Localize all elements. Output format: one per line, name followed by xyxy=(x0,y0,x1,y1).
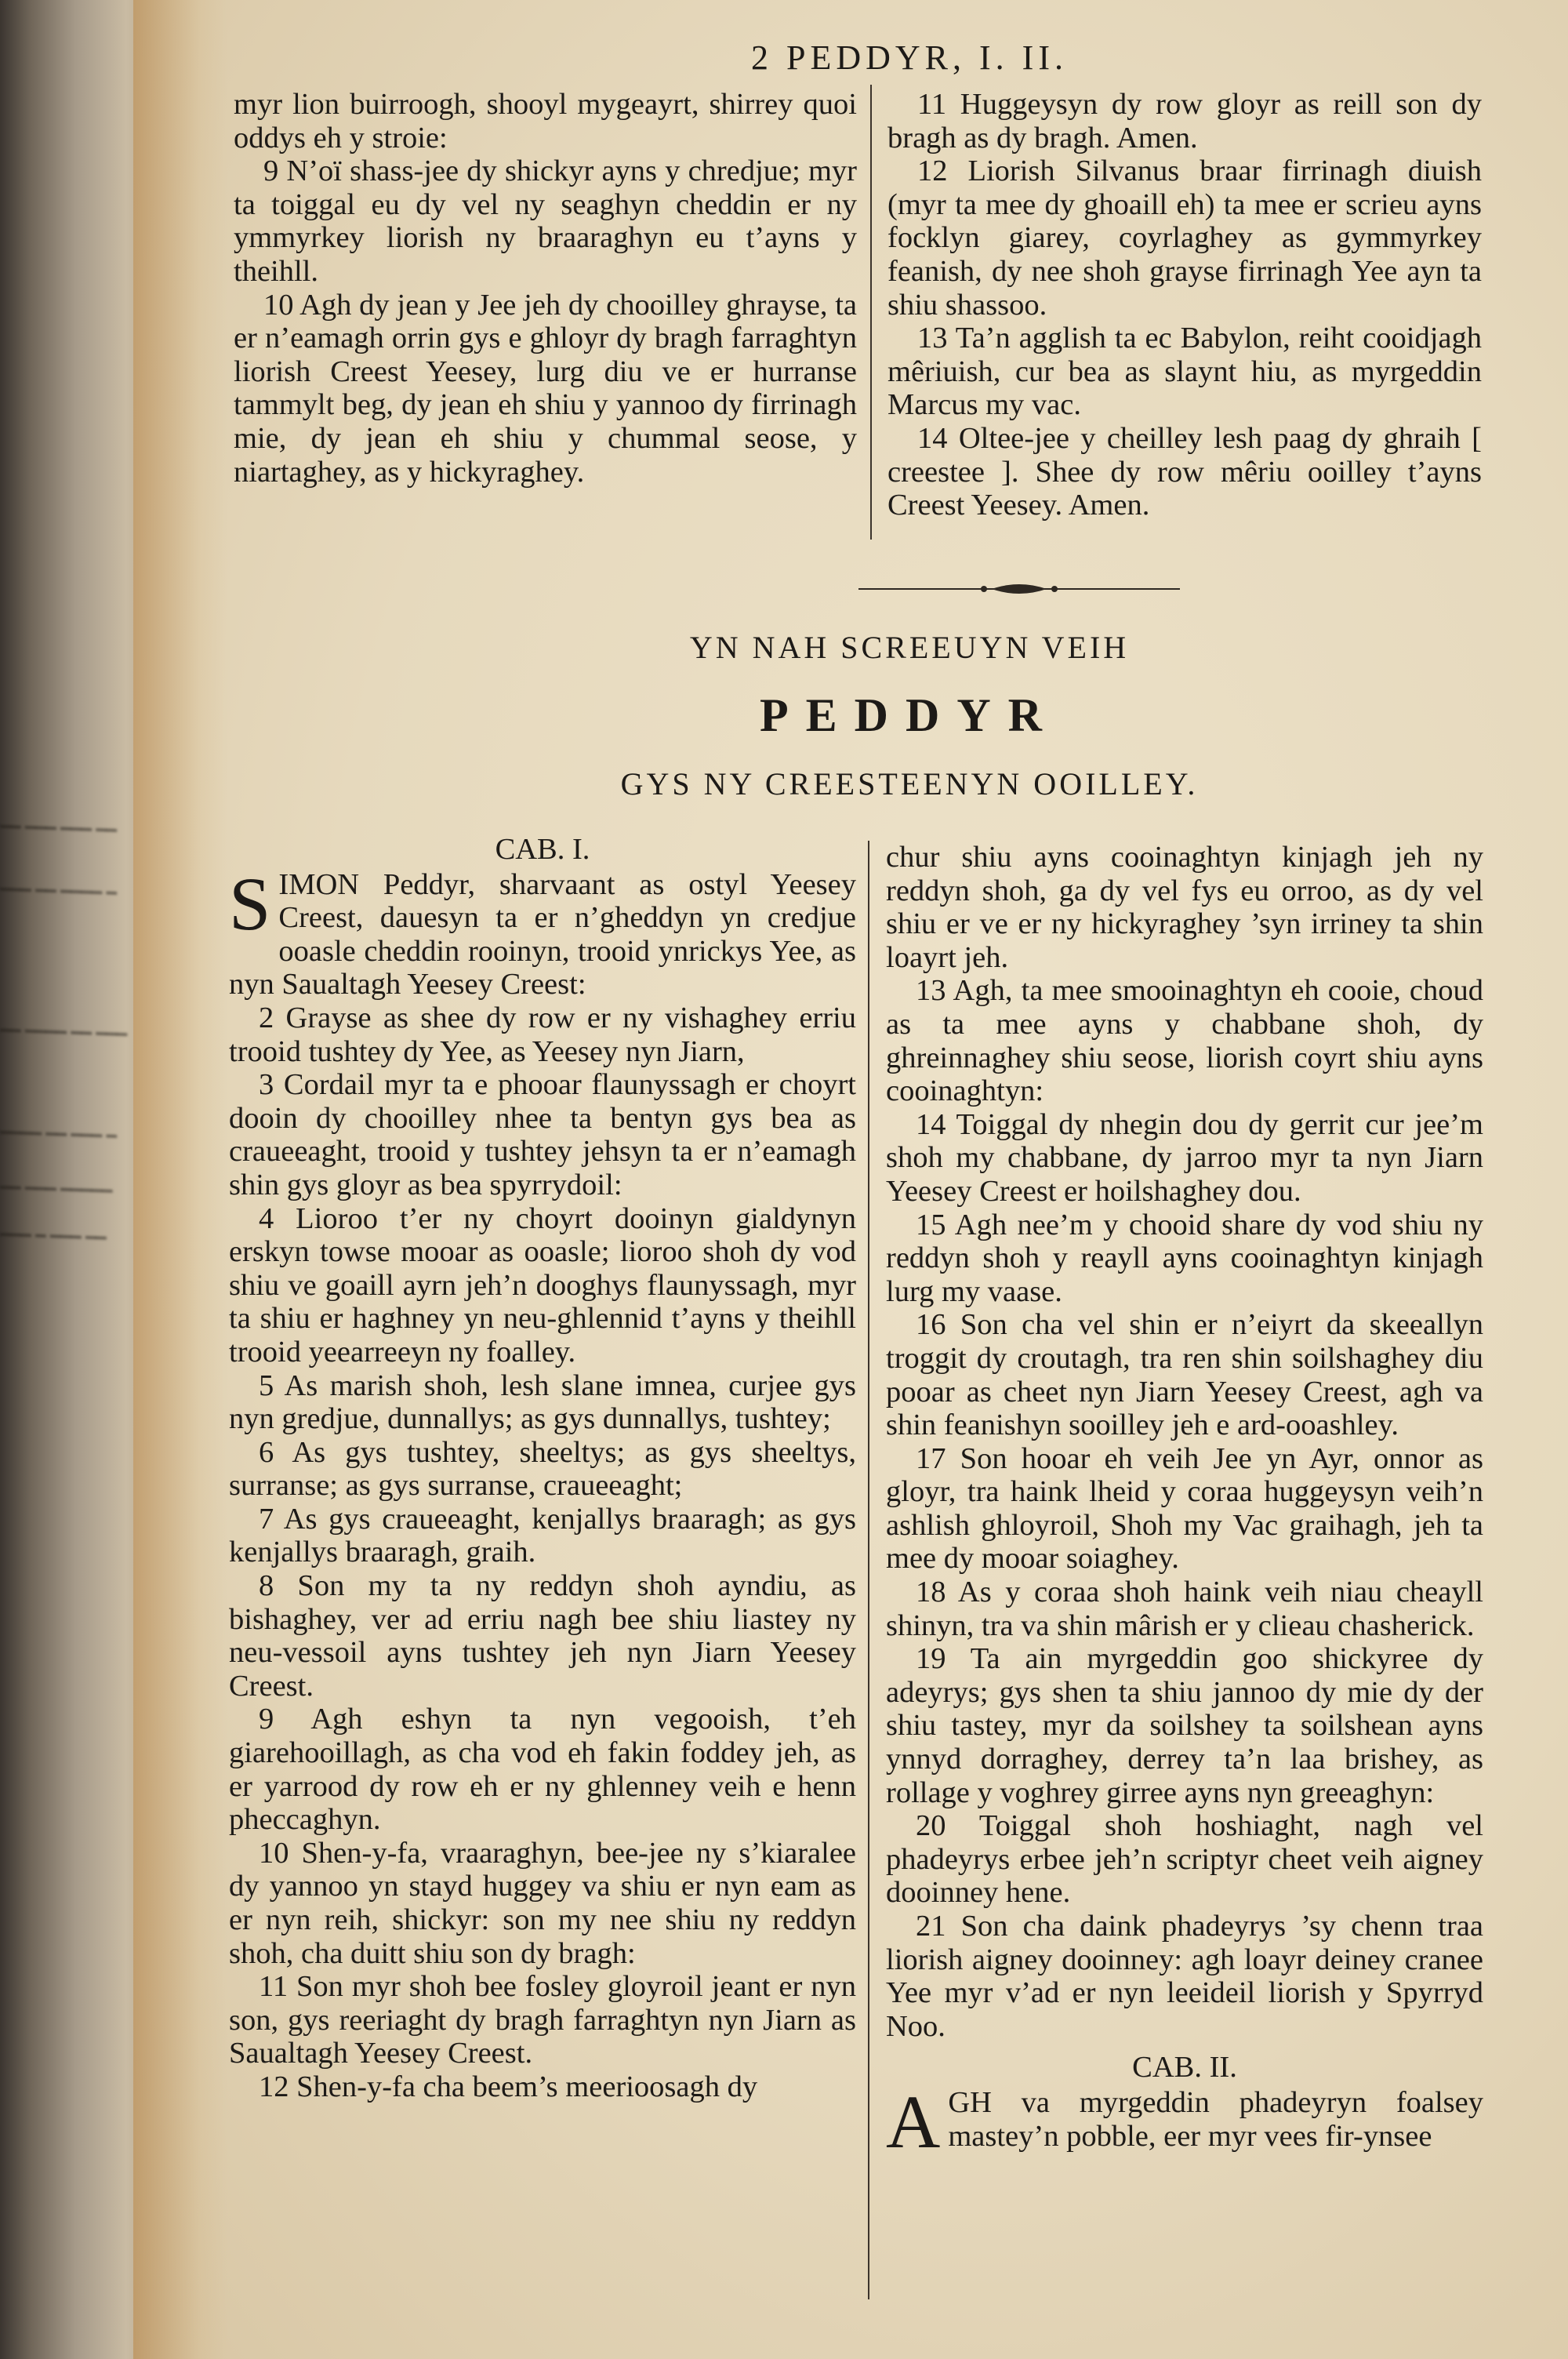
column-top-right xyxy=(887,88,1482,522)
verse-paragraph: 10 Agh dy jean y Jee jeh dy chooilley ghrayse, ta er n’eamagh orrin gys e ghloyr dy bragh farraghtyn liorish Creest Yeesey, lurg diu ve er hurranse tammylt beg, dy jean eh shiu y yannoo dy firrinagh mie, dy jean eh shiu y chummal seose, y niartaghey, as y hickyraghey. xyxy=(234,288,857,489)
verse-paragraph: 12 Shen-y-fa cha beem’s meerioosagh dy xyxy=(259,2070,758,2103)
chapter-2-verse-1 xyxy=(886,2079,1483,2164)
verse-paragraph: 12 Liorish Silvanus braar firrinagh diuish (myr ta mee dy ghoaill eh) ta mee er scrieu ayns focklyn giarey, coyrlaghey as gymmyrkey feanish, dy nee shoh grayse firrinagh Yee ayn ta shiu shassoo. xyxy=(887,154,1482,322)
column-divider-top xyxy=(870,85,872,540)
verse-continuation: chur shiu ayns cooinaghtyn kinjagh jeh ny reddyn shoh, ga dy vel fys eu orroo, as dy vel shiu er ve er ny hickyraghey ’syn irriney ta shin loayrt jeh. xyxy=(886,841,1483,974)
bottom-right-verses xyxy=(886,974,1483,2043)
verse-paragraph: 19 Ta ain myrgeddin goo shickyree dy adeyrys; gys shen ta shiu jannoo dy mie dy der shiu tastey, myr da soilshey ta soilshean ayns ynnyd dorraghey, derrey ta’n laa brishey, as rollage y voghrey girree ayns nyn greeaghyn: xyxy=(886,1642,1483,1809)
book-title-line1: YN NAH SCREEUYN VEIH xyxy=(689,630,1130,665)
facing-page-text-ghost: ━━━━ ━━ ━━━ ━ xyxy=(0,1122,117,1147)
column-top-left xyxy=(234,88,857,489)
drop-cap-s: S xyxy=(229,861,271,946)
verse-paragraph: 21 Son cha daink phadeyrys ’sy chenn traa liorish aigney dooinney: agh loayr deiney cranee Yee myr v’ad er nyn leeideil liorish y Spyrryd Noo. xyxy=(886,1910,1483,2043)
verse-paragraph: 11 Huggeysyn dy row gloyr as reill son dy bragh as dy bragh. Amen. xyxy=(887,88,1482,154)
verse-paragraph: 11 Son myr shoh bee fosley gloyroil jeant er nyn son, gys reeriaght dy bragh farraghtyn nyn Jiarn as Saualtagh Yeesey Creest. xyxy=(229,1970,856,2070)
verse-paragraph: 9 N’oï shass-jee dy shickyr ayns y chredjue; myr ta toiggal eu dy vel ny seaghyn cheddin er ny ymmyrkey liorish ny braaraghyn eu t’ayns y theihll. xyxy=(234,154,857,288)
book-title-peddyr: PEDDYR xyxy=(760,689,1059,741)
facing-page-text-ghost: ━━ ━━━━ ━━ ━━━ xyxy=(0,1020,128,1045)
chapter-heading-2: CAB. II. xyxy=(1132,2051,1237,2085)
ornamental-rule xyxy=(858,581,1180,597)
facing-page-text-ghost: ━━━ ━━ ━━━━ ━ xyxy=(0,879,117,903)
verse-paragraph: 17 Son hooar eh veih Jee yn Ayr, onnor as gloyr, tra haink lheid y coraa huggeysyn veih’n ashlish ghloyroil, Shoh my Vac graihagh, jeh ta mee dy mooar soiaghey. xyxy=(886,1441,1483,1576)
verse-paragraph: 16 Son cha vel shin er n’eiyrt da skeeallyn troggit dy croutagh, tra ren shin soilshaghey diu pooar as cheet nyn Jiarn Yeesey Creest, agh va shin feanishyn sooilley jeh e ard-ooashley. xyxy=(886,1308,1483,1442)
verse-paragraph: myr lion buirroogh, shooyl mygeayrt, shirrey quoi oddys eh y stroie: xyxy=(234,88,857,154)
verse-paragraph: 14 Toiggal dy nhegin dou dy gerrit cur jee’m shoh my chabbane, dy jarroo myr ta nyn Jiarn Yeesey Creest er hoilshaghey dou. xyxy=(886,1107,1483,1208)
running-head: 2 PEDDYR, I. II. xyxy=(751,38,1068,77)
drop-cap-a: A xyxy=(886,2079,941,2164)
book-page xyxy=(133,0,1568,2359)
verse-paragraph: 20 Toiggal shoh hoshiaght, nagh vel phadeyrys erbee jeh’n scriptyr cheet veih aigney dooinney hene. xyxy=(886,1809,1483,1910)
verse-paragraph: 10 Shen-y-fa, vraaraghyn, bee-jee ny s’kiaralee dy yannoo yn stayd huggey va shiu er nyn eam as er nyn reih, shickyr: son my nee shiu ny reddyn shoh, cha duitt shiu son dy bragh: xyxy=(229,1836,856,1970)
verse-paragraph: 8 Son my ta ny reddyn shoh ayndiu, as bishaghey, ver ad erriu nagh bee shiu liastey ny neu-vessoil ayns tushtey jeh nyn Jiarn Yeesey Creest. xyxy=(229,1569,856,1703)
verse-paragraph: 7 As gys craueeaght, kenjallys braaragh; as gys kenjallys braaragh, graih. xyxy=(229,1502,856,1569)
verse-paragraph: 13 Ta’n agglish ta ec Babylon, reiht cooidjagh mêriuish, cur bea as slaynt hiu, as myrgeddin Marcus my vac. xyxy=(887,322,1482,422)
verse-paragraph: 14 Oltee-jee y cheilley lesh paag dy ghraih [ creestee ]. Shee dy row mêriu ooilley t’ayns Creest Yeesey. Amen. xyxy=(887,421,1482,522)
facing-page-text-ghost: ━━ ━━━ ━━━━━ xyxy=(0,1177,113,1201)
verse-paragraph: 5 As marish shoh, lesh slane imnea, curjee gys nyn gredjue, dunnallys; as gys dunnallys, tushtey; xyxy=(229,1369,856,1436)
column-divider-bottom xyxy=(868,841,869,2299)
verse-1-text: IMON Peddyr, sharvaant as ostyl Yeesey Creest, dauesyn ta er n’gheddyn yn credjue ooasle cheddin rooinyn, trooid ynrickys Yee, as nyn Saualtagh Yeesey Creest: xyxy=(229,867,856,1001)
verse-paragraph: 13 Agh, ta mee smooinaghtyn eh cooie, choud as ta mee ayns y chabbane shoh, dy ghreinnaghey shiu seose, liorish coyrt shiu ayns cooinaghtyn: xyxy=(886,974,1483,1108)
verse-paragraph: 18 As y coraa shoh haink veih niau cheayll shinyn, tra va shin mârish er y clieau chasherick. xyxy=(886,1576,1483,1642)
column-bottom-left xyxy=(229,830,856,2104)
verse-paragraph: 9 Agh eshyn ta nyn vegooish, t’eh giarehooillagh, as cha vod eh fakin foddey jeh, as er yarrood dy row eh er ny ghlenney veih e henn pheccaghyn. xyxy=(229,1703,856,1837)
facing-page-text-ghost: ━━━ ━ ━━━ ━━ xyxy=(0,1224,107,1249)
chapter-2-verse-1-text: GH va myrgeddin phadeyryn foalsey mastey’n pobble, eer myr vees fir-ynsee xyxy=(948,2085,1483,2153)
book-title-line3: GYS NY CREESTEENYN OOILLEY. xyxy=(620,766,1199,801)
facing-page-text-ghost: ━━ ━━━ ━━━ ━━ xyxy=(0,816,117,841)
chapter-heading-1: CAB. I. xyxy=(495,833,590,866)
verse-1 xyxy=(229,861,856,1001)
verse-paragraph: 4 Lioroo t’er ny choyrt dooinyn gialdynyn erskyn towse mooar as ooasle; lioroo shoh dy vod shiu ve goaill ayrn jeh’n dooghys flaunyssagh, myr ta shiu er haghney yn neu-ghlennid t’ayns y theihll trooid yeearreeyn ny foalley. xyxy=(229,1201,856,1369)
verse-paragraph: 3 Cordail myr ta e phooar flaunyssagh er choyrt dooin dy chooilley nhee ta bentyn gys bea as craueeaght, trooid y tushtey jehsyn ta er n’eamagh shin gys gloyr as bea spyrrydoil: xyxy=(229,1068,856,1201)
column-bottom-right xyxy=(886,841,1483,2164)
verse-paragraph: 6 As gys tushtey, sheeltys; as gys sheeltys, surranse; as gys surranse, craueeaght; xyxy=(229,1435,856,1503)
verse-paragraph: 15 Agh nee’m y chooid share dy vod shiu ny reddyn shoh y reayll ayns cooinaghtyn kinjagh lurg my vaase. xyxy=(886,1208,1483,1308)
bottom-left-verses xyxy=(229,1001,856,2104)
verse-paragraph: 2 Grayse as shee dy row er ny vishaghey erriu trooid tushtey dy Yee, as Yeesey nyn Jiarn, xyxy=(229,1001,856,1068)
